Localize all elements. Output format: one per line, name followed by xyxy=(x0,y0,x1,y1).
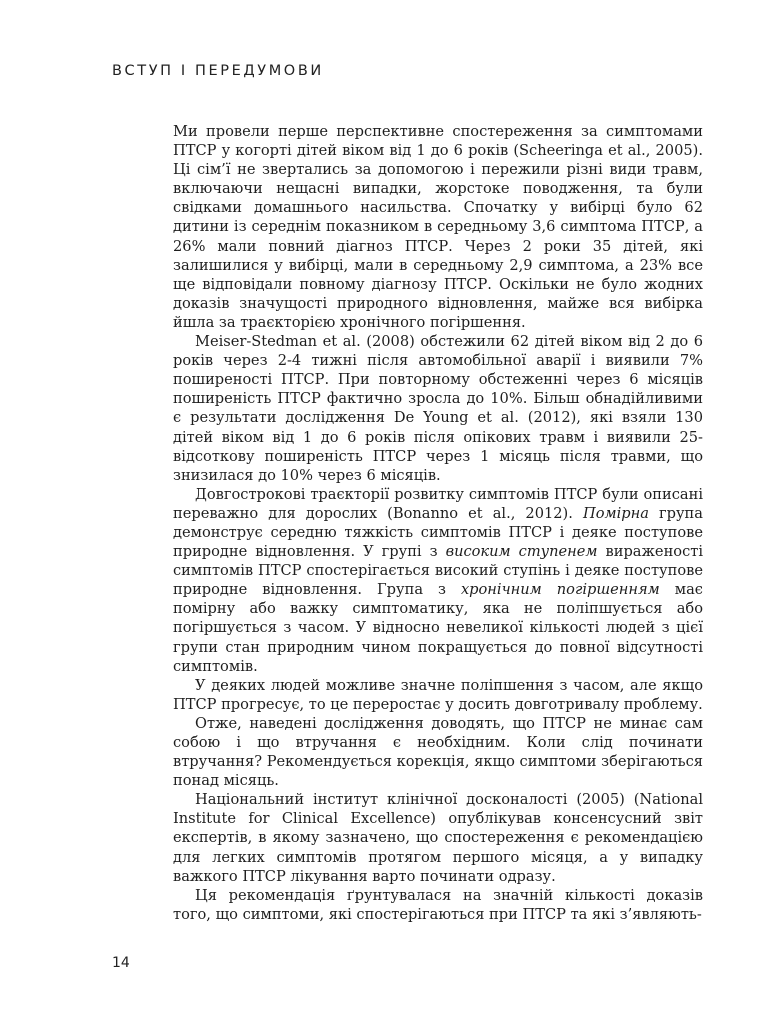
text-run: Ми провели перше перспективне спостереження за симптомами ПТСР у когорті дітей віком від 1 до 6 років (Scheeringa et al., 2005). Ці сім’ї не звертались за допомогою і пережили різні види травм, включаючи нещасні випадки, жорстоке поводження, та були свідками домашнього насильства. Спочатку у вибірці було 62 дитини із середнім показником в середньому 3,6 симптома ПТСР, а 26% мали повний діагноз ПТСР. Через 2 роки 35 дітей, які залишилися у вибірці, мали в середньому 2,9 симптома, а 23% все ще відповідали повному діагнозу ПТСР. Оскільки не було жодних доказів значущості природного відновлення, майже вся вибірка йшла за траєкторією хронічного погіршення. xyxy=(173,123,703,331)
text-run: Національний інститут клінічної досконалості (2005) (National Institute for Clinical Excellence) опублікував консенсусний звіт експертів, в якому зазначено, що спостереження є рекомендацією для легких симптомів протягом першого місяця, а у випадку важкого ПТСР лікування варто починати одразу. xyxy=(173,791,703,885)
text-run: група демонструє середню тяжкість симптомів ПТСР і деяке поступове природне відновлення. У групі з xyxy=(173,504,703,561)
text-run: Отже, наведені дослідження доводять, що ПТСР не минає сам собою і що втручання є необхідним. Коли слід починати втручання? Рекомендується корекція, якщо симптоми зберігаються понад місяць. xyxy=(173,714,703,790)
text-run: Довгострокові траєкторії розвитку симптомів ПТСР були описані переважно для дорослих (Bonanno et al., 2012). xyxy=(173,485,703,522)
text-run: вираженості симптомів ПТСР спостерігається високий ступінь і деяке поступове природне відновлення. Група з xyxy=(173,543,703,599)
italic-term: високим ступенем xyxy=(445,543,598,561)
body-text xyxy=(173,122,703,924)
text-run: має помірну або важку симптоматику, яка не поліпшується або погіршується з часом. У відносно невеликої кількості людей з цієї групи стан природним чином покращується до повної відсутності симптомів. xyxy=(173,581,703,675)
page-number: 14 xyxy=(112,955,130,971)
paragraph xyxy=(173,122,703,332)
paragraph xyxy=(173,886,703,924)
text-run: Meiser-Stedman et al. (2008) обстежили 62 дітей віком від 2 до 6 років через 2-4 тижні після автомобільної аварії і виявили 7% поширеності ПТСР. При повторному обстеженні через 6 місяців поширеність ПТСР фактично зросла до 10%. Більш обнадійливими є результати дослідження De Young et al. (2012), які взяли 130 дітей віком від 1 до 6 років після опікових травм і виявили 25-відсоткову поширеність ПТСР через 1 місяць після травми, що знизилася до 10% через 6 місяців. xyxy=(173,333,703,484)
paragraph xyxy=(173,485,703,676)
italic-term: хронічним погіршенням xyxy=(460,581,660,599)
running-head: ВСТУП І ПЕРЕДУМОВИ xyxy=(112,63,324,79)
paragraph xyxy=(173,676,703,714)
italic-term: Помірна xyxy=(582,504,649,522)
text-run: У деяких людей можливе значне поліпшення з часом, але якщо ПТСР прогресує, то це переростає у досить довготривалу проблему. xyxy=(173,676,703,713)
text-run: Ця рекомендація ґрунтувалася на значній кількості доказів того, що симптоми, які спостерігаються при ПТСР та які з’являють- xyxy=(173,886,703,923)
paragraph xyxy=(173,332,703,485)
paragraph xyxy=(173,714,703,790)
paragraph xyxy=(173,790,703,885)
